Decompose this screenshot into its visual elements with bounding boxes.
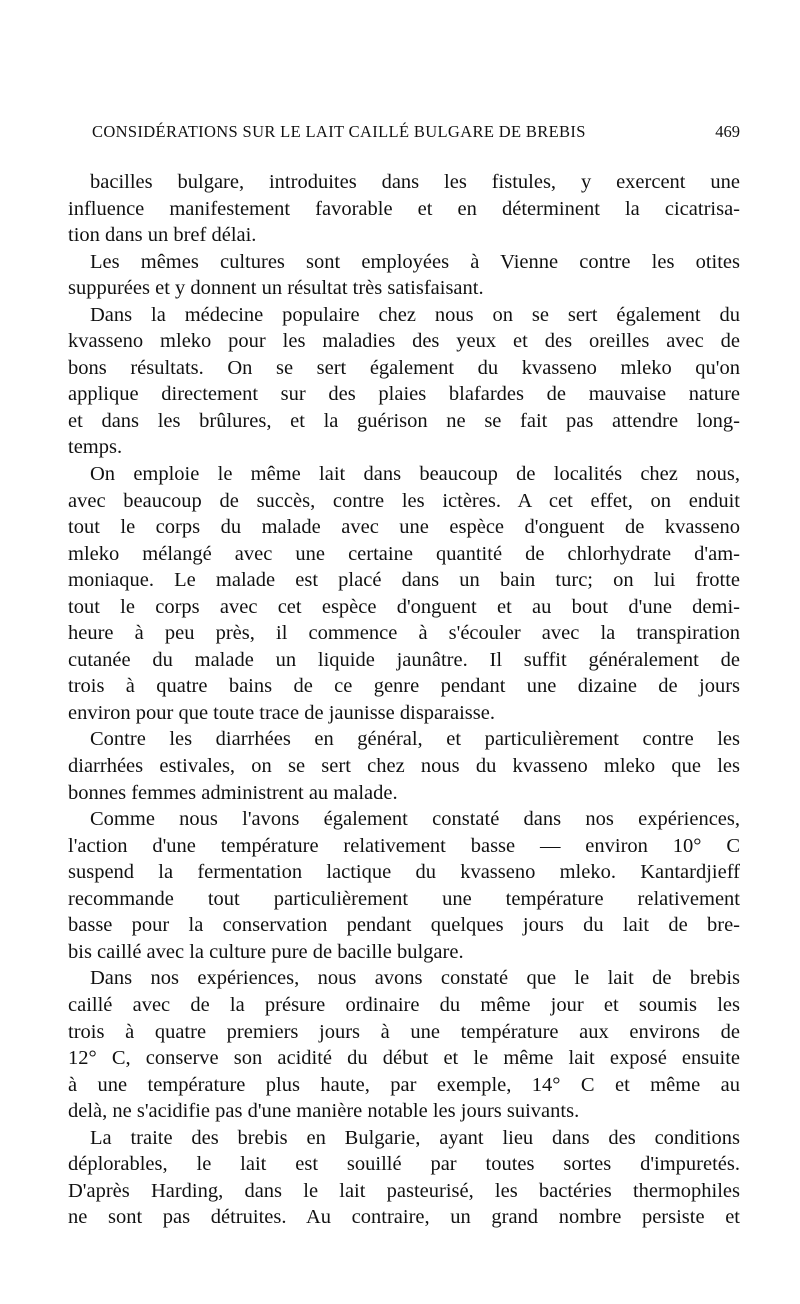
text-line: mleko mélangé avec une certaine quantité de chlorhydrate d'am- (68, 542, 740, 565)
text-line: suppurées et y donnent un résultat très satisfaisant. (68, 277, 484, 300)
running-head (92, 122, 740, 146)
text-line: diarrhées estivales, on se sert chez nous du kvasseno mleko que les (68, 755, 740, 778)
paragraph (68, 302, 740, 461)
running-title: CONSIDÉRATIONS SUR LE LAIT CAILLÉ BULGARE DE BREBIS (92, 122, 586, 141)
text-line: bonnes femmes administrent au malade. (68, 781, 398, 804)
text-line: bons résultats. On se sert également du kvasseno mleko qu'on (68, 356, 740, 379)
text-line: moniaque. Le malade est placé dans un bain turc; on lui frotte (68, 569, 740, 592)
text-line: trois à quatre bains de ce genre pendant une dizaine de jours (68, 675, 740, 698)
text-line: applique directement sur des plaies blafardes de mauvaise nature (68, 383, 740, 406)
paragraph (68, 461, 740, 726)
text-line: Dans nos expériences, nous avons constaté que le lait de brebis (90, 967, 740, 990)
text-line: influence manifestement favorable et en déterminent la cicatrisa- (68, 197, 740, 220)
text-line: heure à peu près, il commence à s'écouler avec la transpiration (68, 622, 740, 645)
body-text (68, 169, 740, 1231)
text-line: cutanée du malade un liquide jaunâtre. Il suffit généralement de (68, 648, 740, 671)
text-line: kvasseno mleko pour les maladies des yeux et des oreilles avec de (68, 330, 740, 353)
text-line: Dans la médecine populaire chez nous on se sert également du (90, 303, 740, 326)
text-line: recommande tout particulièrement une température relativement (68, 887, 740, 910)
text-line: trois à quatre premiers jours à une température aux environs de (68, 1020, 740, 1043)
text-line: temps. (68, 436, 123, 459)
text-line: et dans les brûlures, et la guérison ne se fait pas attendre long- (68, 409, 740, 432)
text-line: bacilles bulgare, introduites dans les fistules, y exercent une (90, 171, 740, 193)
paragraph (68, 169, 740, 249)
text-line: D'après Harding, dans le lait pasteurisé, les bactéries thermophiles (68, 1179, 740, 1202)
text-line: Comme nous l'avons également constaté dans nos expériences, (90, 808, 740, 831)
paragraph (68, 726, 740, 806)
text-line: ne sont pas détruites. Au contraire, un grand nombre persiste et (68, 1206, 740, 1229)
text-line: delà, ne s'acidifie pas d'une manière notable les jours suivants. (68, 1100, 580, 1123)
text-line: On emploie le même lait dans beaucoup de localités chez nous, (90, 463, 740, 486)
text-line: Contre les diarrhées en général, et particulièrement contre les (90, 728, 740, 751)
text-line: caillé avec de la présure ordinaire du même jour et soumis les (68, 993, 740, 1016)
text-line: bis caillé avec la culture pure de bacille bulgare. (68, 940, 464, 963)
text-line: environ pour que toute trace de jaunisse disparaisse. (68, 701, 495, 724)
text-line: l'action d'une température relativement basse — environ 10° C (68, 834, 740, 857)
paragraph (68, 965, 740, 1124)
text-line: Les mêmes cultures sont employées à Vienne contre les otites (90, 250, 740, 273)
paragraph (68, 1125, 740, 1231)
text-line: basse pour la conservation pendant quelques jours du lait de bre- (68, 914, 740, 937)
text-line: avec beaucoup de succès, contre les ictères. A cet effet, on enduit (68, 489, 740, 512)
text-line: tout le corps avec cet espèce d'onguent et au bout d'une demi- (68, 595, 740, 618)
paragraph (68, 806, 740, 965)
text-line: tout le corps du malade avec une espèce d'onguent de kvasseno (68, 516, 740, 539)
text-line: suspend la fermentation lactique du kvasseno mleko. Kantardjieff (68, 861, 740, 884)
paragraph (68, 249, 740, 302)
text-line: 12° C, conserve son acidité du début et le même lait exposé ensuite (68, 1047, 740, 1070)
page-number: 469 (715, 122, 740, 141)
text-line: déplorables, le lait est souillé par toutes sortes d'impuretés. (68, 1153, 740, 1176)
text-line: tion dans un bref délai. (68, 224, 257, 247)
text-line: La traite des brebis en Bulgarie, ayant lieu dans des conditions (90, 1126, 740, 1149)
text-line: à une température plus haute, par exemple, 14° C et même au (68, 1073, 740, 1096)
